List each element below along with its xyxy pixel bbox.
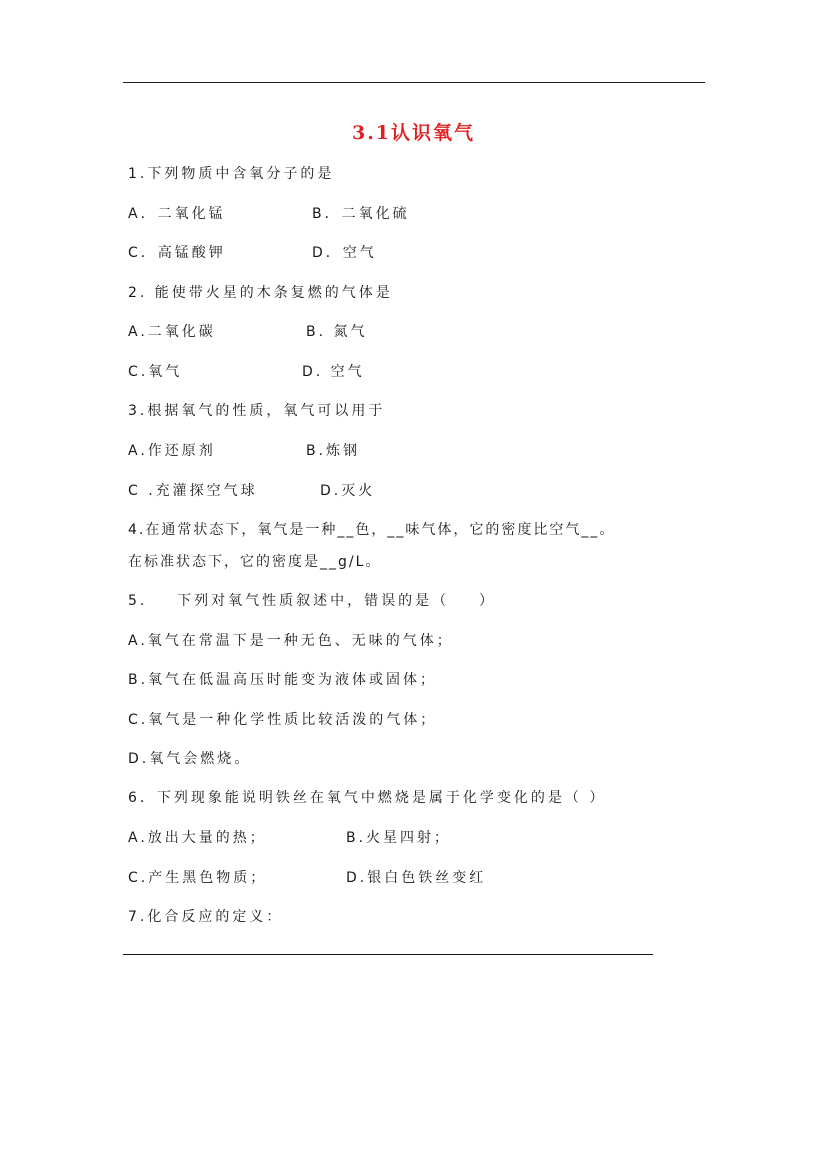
- question-3-option-c: C .充灌探空气球: [128, 483, 258, 499]
- question-3-option-a: A.作还原剂: [128, 443, 216, 459]
- header-rule: [123, 82, 705, 83]
- question-2-option-a: A.二氧化碳: [128, 324, 216, 340]
- question-4-line-2: 在标准状态下，它的密度是__g/L。: [128, 554, 382, 570]
- question-2-stem: 2. 能使带火星的木条复燃的气体是: [128, 285, 393, 301]
- question-6-option-d: D.银白色铁丝变红: [346, 870, 487, 886]
- page-title: 3.1认识氧气: [351, 122, 476, 144]
- question-2-option-d: D. 空气: [302, 364, 365, 380]
- question-1-option-a: A．二氧化锰: [128, 206, 226, 222]
- question-5-stem: 5. 下列对氧气性质叙述中，错误的是（ ）: [128, 593, 496, 609]
- question-1-option-d: D．空气: [312, 245, 377, 261]
- question-3-option-b: B.炼钢: [306, 443, 361, 459]
- question-3-stem: 3.根据氧气的性质，氧气可以用于: [128, 403, 386, 419]
- question-6-stem: 6．下列现象能说明铁丝在氧气中燃烧是属于化学变化的是（ ）: [128, 790, 607, 806]
- question-1-stem: 1.下列物质中含氧分子的是: [128, 166, 335, 182]
- question-5-option-a: A.氧气在常温下是一种无色、无味的气体；: [128, 633, 454, 649]
- answer-blank-line: [123, 954, 653, 955]
- question-1-option-c: C．高锰酸钾: [128, 245, 226, 261]
- question-3-option-d: D.灭火: [320, 483, 376, 499]
- question-7-stem: 7.化合反应的定义：: [128, 909, 284, 925]
- question-6-option-c: C.产生黑色物质；: [128, 870, 268, 886]
- question-5-option-b: B.氧气在低温高压时能变为液体或固体；: [128, 672, 438, 688]
- question-2-option-b: B. 氮气: [306, 324, 368, 340]
- question-6-option-a: A.放出大量的热；: [128, 830, 267, 846]
- question-1-option-b: B．二氧化硫: [312, 206, 410, 222]
- question-6-option-b: B.火星四射；: [346, 830, 452, 846]
- question-5-option-c: C.氧气是一种化学性质比较活泼的气体；: [128, 712, 438, 728]
- question-4-line-1: 4.在通常状态下，氧气是一种__色，__味气体，它的密度比空气__。: [128, 522, 616, 538]
- question-5-option-d: D.氧气会燃烧。: [128, 751, 252, 767]
- question-2-option-c: C.氧气: [128, 364, 183, 380]
